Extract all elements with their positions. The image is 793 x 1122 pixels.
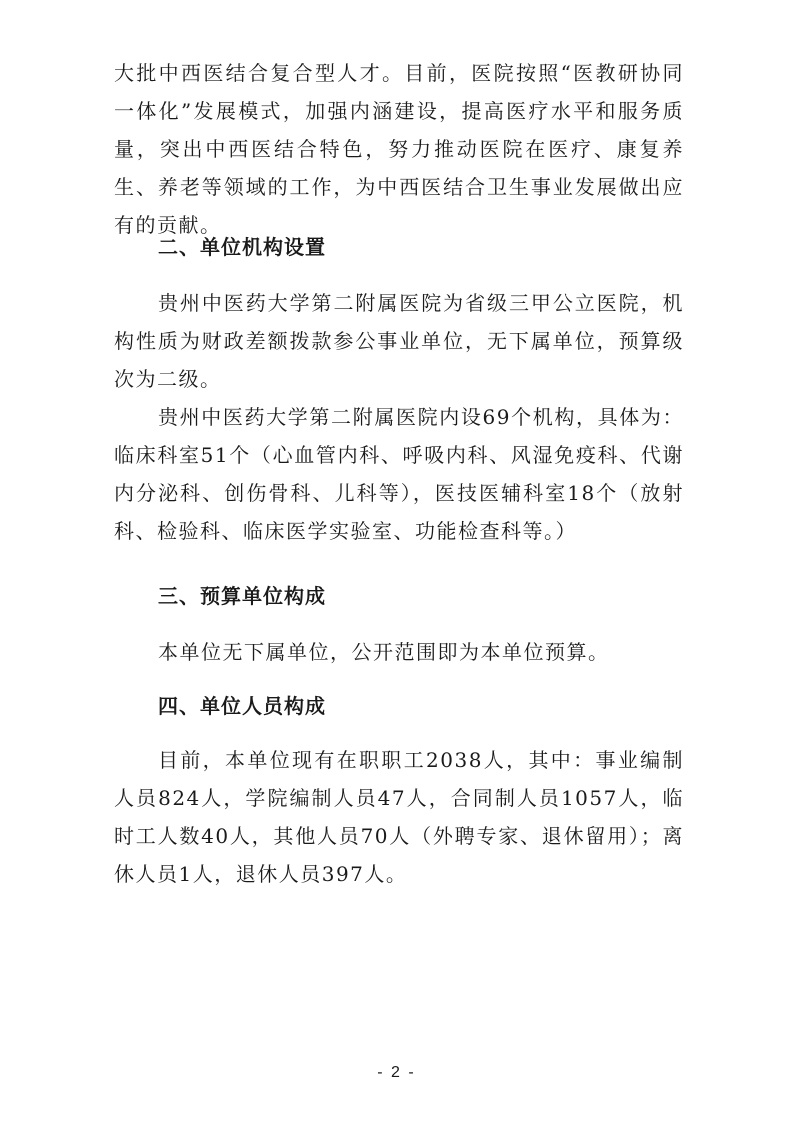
- paragraph-continued: 大批中西医结合复合型人才。目前，医院按照“医教研协同一体化”发展模式，加强内涵建设，提高医疗水平和服务质量，突出中西医结合特色，努力推动医院在医疗、康复养生、养老等领域的工作，为中西医结合卫生事业发展做出应有的贡献。: [114, 61, 684, 237]
- section-heading-budget-units: 三、预算单位构成: [158, 584, 326, 608]
- paragraph-hospital-nature: 贵州中医药大学第二附属医院为省级三甲公立医院，机构性质为财政差额拨款参公事业单位，无下属单位，预算级次为二级。: [114, 291, 684, 391]
- page-number: - 2 -: [377, 1064, 416, 1081]
- section-heading-staff-composition: 四、单位人员构成: [158, 694, 326, 718]
- paragraph-budget-scope: 本单位无下属单位，公开范围即为本单位预算。: [158, 640, 610, 664]
- paragraph-internal-departments: 贵州中医药大学第二附属医院内设69个机构，具体为：临床科室51个（心血管内科、呼吸内科、风湿免疫科、代谢内分泌科、创伤骨科、儿科等），医技医辅科室18个（放射科、检验科、临床医学实验室、功能检查科等。）: [114, 405, 684, 543]
- section-heading-unit-structure: 二、单位机构设置: [158, 235, 326, 259]
- paragraph-staff-numbers: 目前，本单位现有在职职工2038人，其中：事业编制人员824人，学院编制人员47人，合同制人员1057人，临时工人数40人，其他人员70人（外聘专家、退休留用）；离休人员1人，退休人员397人。: [114, 748, 684, 886]
